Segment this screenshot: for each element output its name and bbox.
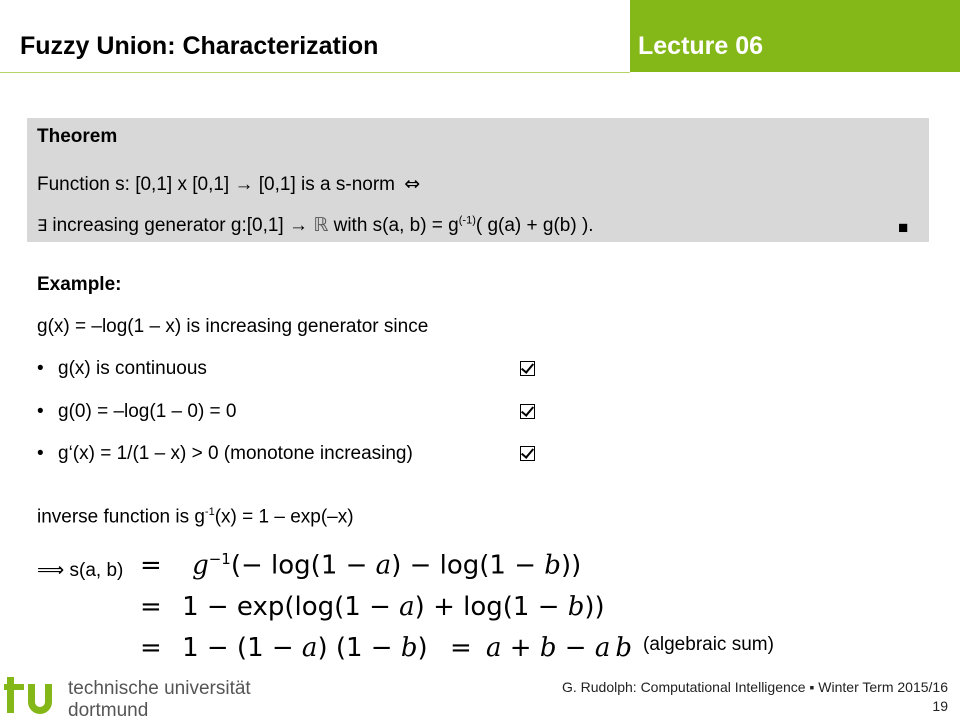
university-line-2: dortmund <box>68 700 149 721</box>
exists-symbol: ∃ <box>37 216 48 235</box>
math-variable-b: b <box>567 592 585 622</box>
tu-logo-icon <box>4 675 62 715</box>
bullet-symbol: • <box>37 401 44 422</box>
math-term: 1 − exp(log(1 − <box>182 592 400 622</box>
math-term: )) <box>584 592 605 622</box>
page-number: 19 <box>932 698 948 714</box>
theorem-line-2 <box>37 214 594 237</box>
math-term: ) + log(1 − <box>414 592 568 622</box>
implies-line <box>37 559 123 582</box>
theorem-formula-end: ( g(a) + g(b) ). <box>475 215 594 236</box>
math-variable-b: b <box>615 633 632 663</box>
theorem-generator-text: increasing generator g:[0,1] → <box>52 215 308 236</box>
implies-arrow-icon: ⟹ <box>37 559 65 581</box>
math-variable-b: b <box>400 633 418 663</box>
math-variable-g: g <box>192 550 209 581</box>
math-variable-b: b <box>544 550 561 581</box>
tu-logo <box>4 675 62 720</box>
example-intro: g(x) = –log(1 – x) is increasing generator since <box>37 316 429 337</box>
algebraic-sum-label: (algebraic sum) <box>643 634 774 655</box>
qed-symbol: ■ <box>898 218 909 237</box>
math-variable-b: b <box>539 633 557 663</box>
inverse-function-formula: (x) = 1 – exp(–x) <box>214 506 354 528</box>
theorem-line-1 <box>37 173 420 196</box>
equation-line-1 <box>140 550 581 581</box>
math-term: (− log(1 − <box>230 550 376 581</box>
bullet-item-1: g(x) is continuous <box>58 358 207 379</box>
math-term: 1 − (1 − <box>182 633 302 663</box>
lecture-label: Lecture 06 <box>638 32 764 60</box>
university-line-1: technische universität <box>68 678 251 699</box>
theorem-heading: Theorem <box>37 126 118 147</box>
equation-line-3 <box>140 633 632 663</box>
equals-sign: = <box>140 592 162 622</box>
math-superscript: −1 <box>208 550 231 568</box>
equation-line-2 <box>140 592 605 622</box>
checkbox-checked-icon <box>520 404 535 424</box>
theorem-formula-text: with s(a, b) = g <box>333 215 459 236</box>
slide-title: Fuzzy Union: Characterization <box>20 32 379 60</box>
example-heading: Example: <box>37 274 122 295</box>
implies-text: s(a, b) <box>69 560 124 581</box>
credit-text: G. Rudolph: Computational Intelligence ▪ Winter Term 2015/16 <box>561 679 948 695</box>
math-variable-a: a <box>301 633 318 663</box>
math-variable-a: a <box>486 633 502 663</box>
checkbox-checked-icon <box>520 446 535 466</box>
equals-sign: = <box>140 633 162 663</box>
math-term: ) − log(1 − <box>391 550 545 581</box>
lecture-badge <box>630 0 960 72</box>
math-term: ) <box>417 633 428 663</box>
bullet-item-3: g‘(x) = 1/(1 – x) > 0 (monotone increasing) <box>58 443 413 464</box>
math-operator: − <box>556 633 595 663</box>
math-variable-a: a <box>375 550 392 581</box>
footer-credit <box>562 678 948 716</box>
bullet-symbol: • <box>37 358 44 379</box>
math-operator: + <box>501 633 540 663</box>
math-term: )) <box>560 550 582 581</box>
inverse-function-line <box>37 506 354 528</box>
math-variable-a: a <box>594 633 611 663</box>
university-name <box>68 678 251 722</box>
iff-symbol: ⇔ <box>404 173 421 195</box>
bullet-item-2: g(0) = –log(1 – 0) = 0 <box>58 401 237 422</box>
reals-symbol: ℝ <box>313 214 329 236</box>
equals-sign: = <box>140 550 162 581</box>
equals-sign: = <box>449 633 472 663</box>
inverse-superscript: (-1) <box>458 214 476 227</box>
inverse-superscript: -1 <box>204 506 215 518</box>
inverse-function-text: inverse function is g <box>37 506 205 528</box>
math-variable-a: a <box>399 592 415 622</box>
math-term: ) (1 − <box>317 633 401 663</box>
bullet-symbol: • <box>37 443 44 464</box>
checkbox-checked-icon <box>520 361 535 381</box>
slide-title-bar <box>0 0 630 73</box>
theorem-statement: Function s: [0,1] x [0,1] → [0,1] is a s-norm <box>37 174 395 195</box>
